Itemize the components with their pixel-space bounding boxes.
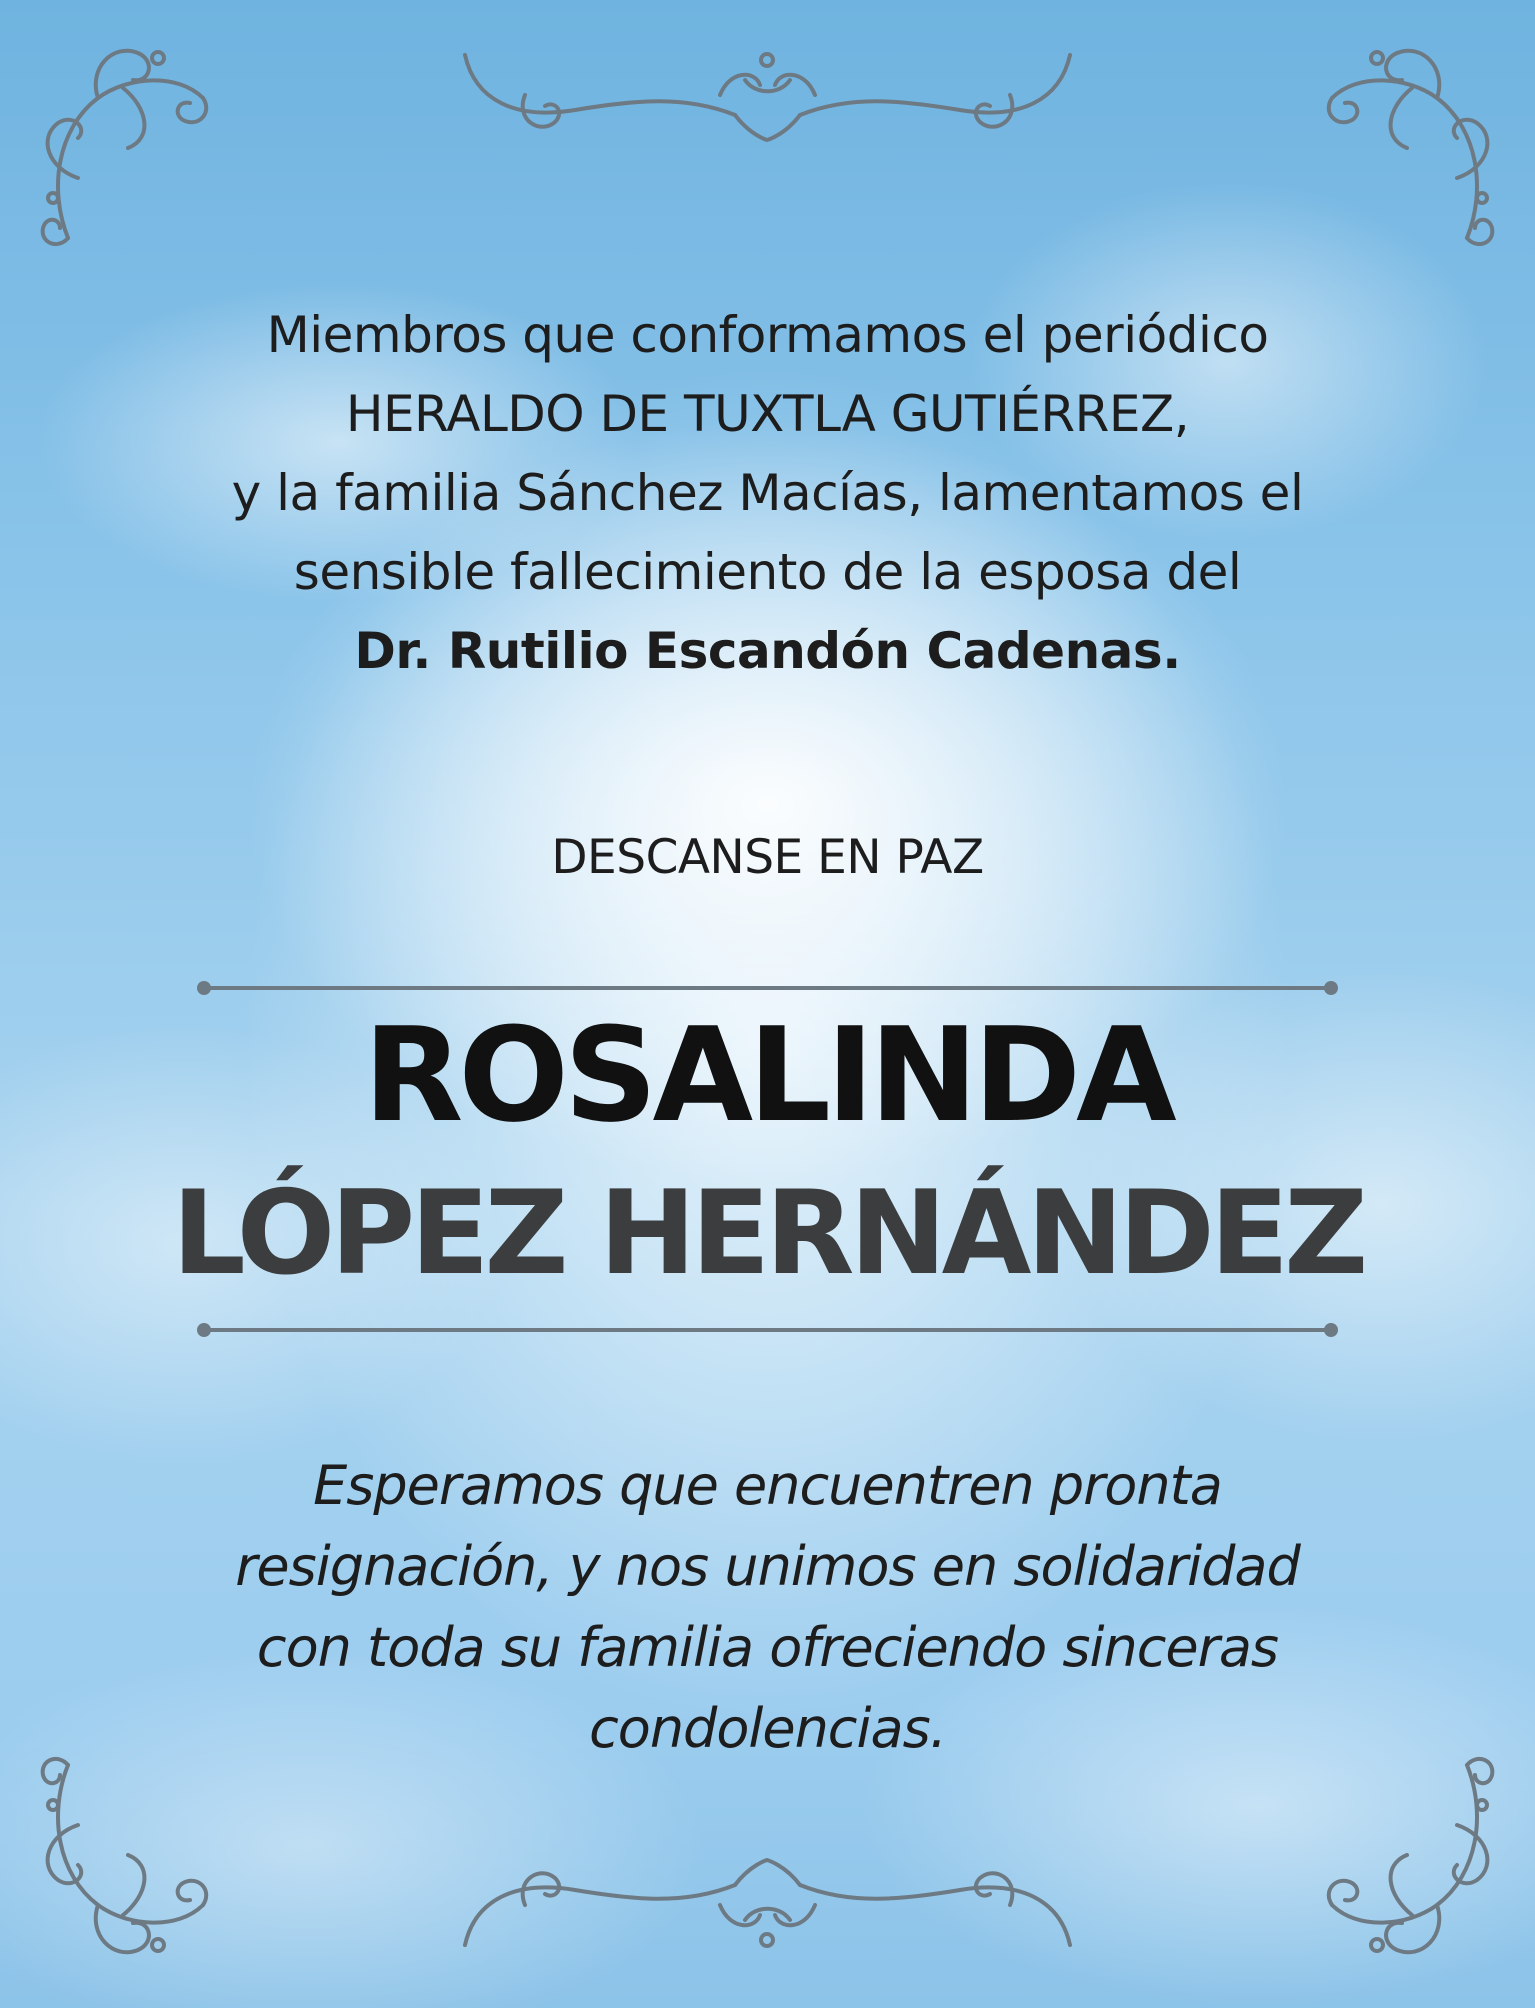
newspaper-name: HERALDO DE TUXTLA GUTIÉRREZ, xyxy=(345,385,1190,443)
condolence-line: resignación, y nos unimos en solidaridad xyxy=(235,1535,1300,1598)
intro-paragraph xyxy=(0,296,1535,691)
center-scroll-icon xyxy=(455,1850,1080,1960)
center-scroll-icon xyxy=(455,40,1080,150)
condolence-line: con toda su familia ofreciendo sinceras xyxy=(256,1616,1279,1679)
deceased-surnames: LÓPEZ HERNÁNDEZ xyxy=(171,1166,1364,1301)
condolence-line: Esperamos que encuentren pronta xyxy=(313,1454,1222,1517)
corner-swirl-icon xyxy=(1317,28,1507,258)
intro-line: sensible fallecimiento de la esposa del xyxy=(293,543,1242,601)
intro-line: y la familia Sánchez Macías, lamentamos el xyxy=(231,464,1304,522)
top-divider xyxy=(195,977,1340,999)
condolence-line: condolencias. xyxy=(589,1697,946,1760)
corner-swirl-icon xyxy=(1317,1745,1507,1975)
deceased-first-name: ROSALINDA xyxy=(363,999,1172,1151)
rest-in-peace-heading: DESCANSE EN PAZ xyxy=(551,830,984,885)
spouse-name: Dr. Rutilio Escandón Cadenas. xyxy=(354,622,1181,680)
condolence-paragraph xyxy=(0,1445,1535,1769)
corner-swirl-icon xyxy=(28,28,218,258)
corner-swirl-icon xyxy=(28,1745,218,1975)
bottom-divider xyxy=(195,1319,1340,1341)
intro-line: Miembros que conformamos el periódico xyxy=(266,306,1269,364)
